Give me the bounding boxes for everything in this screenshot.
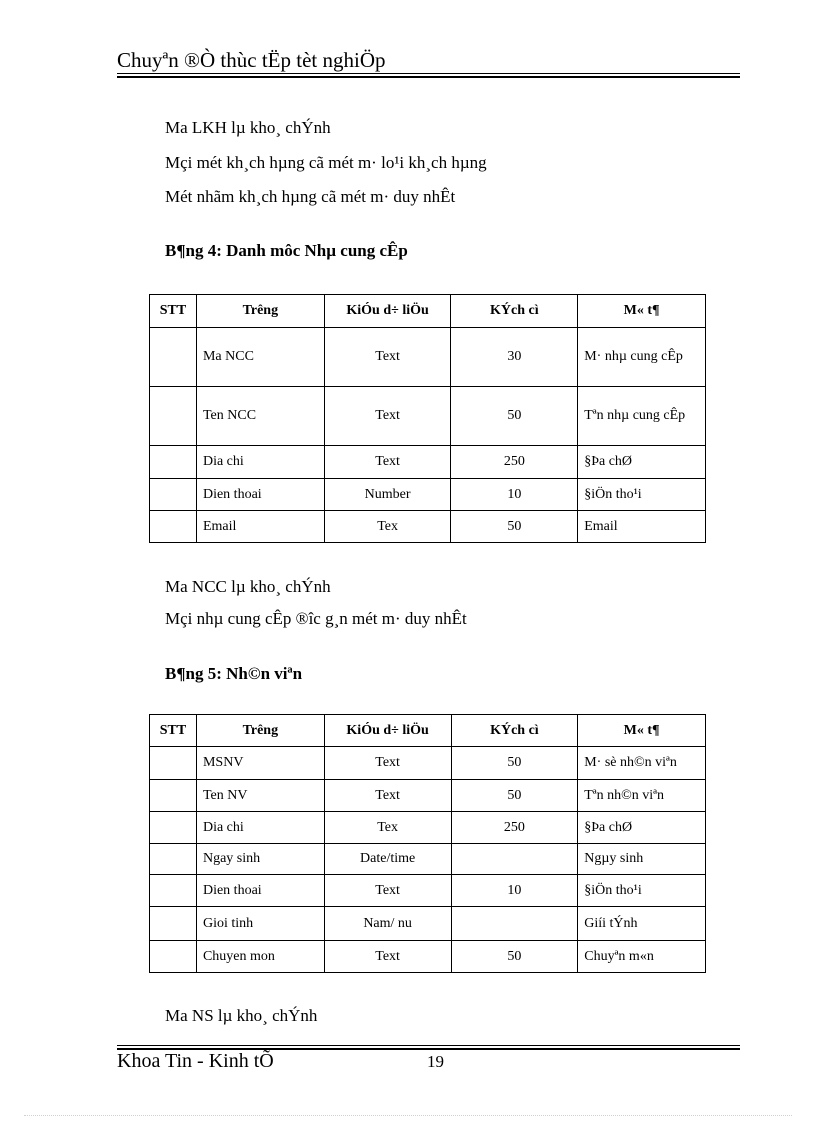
table-cell: §Þa chØ	[578, 812, 706, 844]
paragraph-line: Ma NCC lµ kho¸ chÝnh	[165, 577, 331, 596]
table-cell: Text	[324, 941, 451, 973]
header-rule	[117, 73, 740, 78]
column-header: KiÓu d÷ liÖu	[324, 715, 451, 747]
table-cell	[451, 844, 578, 875]
table-cell: 50	[451, 941, 578, 973]
table-cell: Tªn nhµ cung cÊp	[578, 387, 706, 446]
footer-faculty: Khoa Tin - Kinh tÕ	[117, 1050, 274, 1072]
table-cell: Text	[324, 780, 451, 812]
table-cell: Email	[578, 511, 706, 543]
table-cell	[150, 812, 197, 844]
table-cell	[150, 446, 197, 479]
table-row	[150, 479, 706, 511]
table-row	[150, 387, 706, 446]
table-cell: M· nhµ cung cÊp	[578, 328, 706, 387]
table-row	[150, 812, 706, 844]
table-cell: Text	[324, 875, 451, 907]
table-cell: Ngay sinh	[196, 844, 324, 875]
table-cell	[150, 907, 197, 941]
table-cell: Text	[324, 747, 451, 780]
table-cell: Text	[324, 328, 451, 387]
table-cell	[150, 844, 197, 875]
table-cell: §Þa chØ	[578, 446, 706, 479]
table-cell: Chuyen mon	[196, 941, 324, 973]
paragraph-line: Mçi mét kh¸ch hµng cã mét m· lo¹i kh¸ch hµng	[165, 153, 487, 172]
table-5-caption: B¶ng 5: Nh©n viªn	[165, 664, 303, 683]
column-header: KÝch cì	[451, 715, 578, 747]
table-cell: Tex	[324, 511, 451, 543]
table-row	[150, 511, 706, 543]
page-number: 19	[427, 1052, 444, 1071]
table-cell: Gioi tinh	[196, 907, 324, 941]
table-cell: Nam/ nu	[324, 907, 451, 941]
page-bottom-dotted-edge	[24, 1115, 792, 1116]
column-header: KÝch cì	[451, 295, 578, 328]
table-cell: Dien thoai	[196, 479, 324, 511]
table-cell: Dia chi	[196, 446, 324, 479]
table-cell: Dia chi	[196, 812, 324, 844]
table-cell	[150, 387, 197, 446]
table-cell	[150, 875, 197, 907]
table-cell: 30	[451, 328, 578, 387]
table-row	[150, 446, 706, 479]
table-cell: 250	[451, 446, 578, 479]
table-cell: §iÖn tho¹i	[578, 479, 706, 511]
column-header: M« t¶	[578, 715, 706, 747]
table-cell: 50	[451, 511, 578, 543]
table-cell: 10	[451, 875, 578, 907]
table-cell: Number	[324, 479, 451, 511]
table-header-row	[150, 295, 706, 328]
column-header: STT	[150, 715, 197, 747]
table-cell: Ten NV	[196, 780, 324, 812]
table-cell: MSNV	[196, 747, 324, 780]
page-header-title: Chuyªn ®Ò thùc tËp tèt nghiÖp	[117, 48, 386, 72]
column-header: M« t¶	[578, 295, 706, 328]
table-cell: §iÖn tho¹i	[578, 875, 706, 907]
table-cell: Ngµy sinh	[578, 844, 706, 875]
table-cell: Ma NCC	[196, 328, 324, 387]
table-row	[150, 328, 706, 387]
table-cell: Text	[324, 387, 451, 446]
table-cell: 250	[451, 812, 578, 844]
table-cell	[150, 328, 197, 387]
table-4-suppliers	[149, 294, 706, 543]
table-row	[150, 780, 706, 812]
table-cell	[451, 907, 578, 941]
column-header: Trêng	[196, 715, 324, 747]
table-cell: Text	[324, 446, 451, 479]
table-row	[150, 875, 706, 907]
table-row	[150, 747, 706, 780]
table-cell: 50	[451, 387, 578, 446]
table-cell	[150, 479, 197, 511]
table-cell: Ten NCC	[196, 387, 324, 446]
column-header: STT	[150, 295, 197, 328]
table-cell: 50	[451, 747, 578, 780]
table-cell	[150, 511, 197, 543]
table-row	[150, 941, 706, 973]
table-cell	[150, 941, 197, 973]
column-header: Trêng	[196, 295, 324, 328]
table-cell	[150, 780, 197, 812]
table-5-employees	[149, 714, 706, 973]
table-cell: Chuyªn m«n	[578, 941, 706, 973]
table-4-caption: B¶ng 4: Danh môc Nhµ cung cÊp	[165, 241, 408, 260]
column-header: KiÓu d÷ liÖu	[324, 295, 451, 328]
table-cell: Dien thoai	[196, 875, 324, 907]
table-cell: Tex	[324, 812, 451, 844]
table-cell: M· sè nh©n viªn	[578, 747, 706, 780]
paragraph-line: Mét nhãm kh¸ch hµng cã mét m· duy nhÊt	[165, 187, 456, 206]
table-cell: 10	[451, 479, 578, 511]
table-header-row	[150, 715, 706, 747]
table-cell: 50	[451, 780, 578, 812]
table-cell: Tªn nh©n viªn	[578, 780, 706, 812]
paragraph-line: Ma LKH lµ kho¸ chÝnh	[165, 118, 331, 137]
paragraph-line: Mçi nhµ cung cÊp ®îc g¸n mét m· duy nhÊt	[165, 609, 467, 628]
table-cell: Giíi tÝnh	[578, 907, 706, 941]
table-cell: Email	[196, 511, 324, 543]
table-cell: Date/time	[324, 844, 451, 875]
paragraph-line: Ma NS lµ kho¸ chÝnh	[165, 1006, 318, 1025]
table-row	[150, 844, 706, 875]
table-row	[150, 907, 706, 941]
table-cell	[150, 747, 197, 780]
